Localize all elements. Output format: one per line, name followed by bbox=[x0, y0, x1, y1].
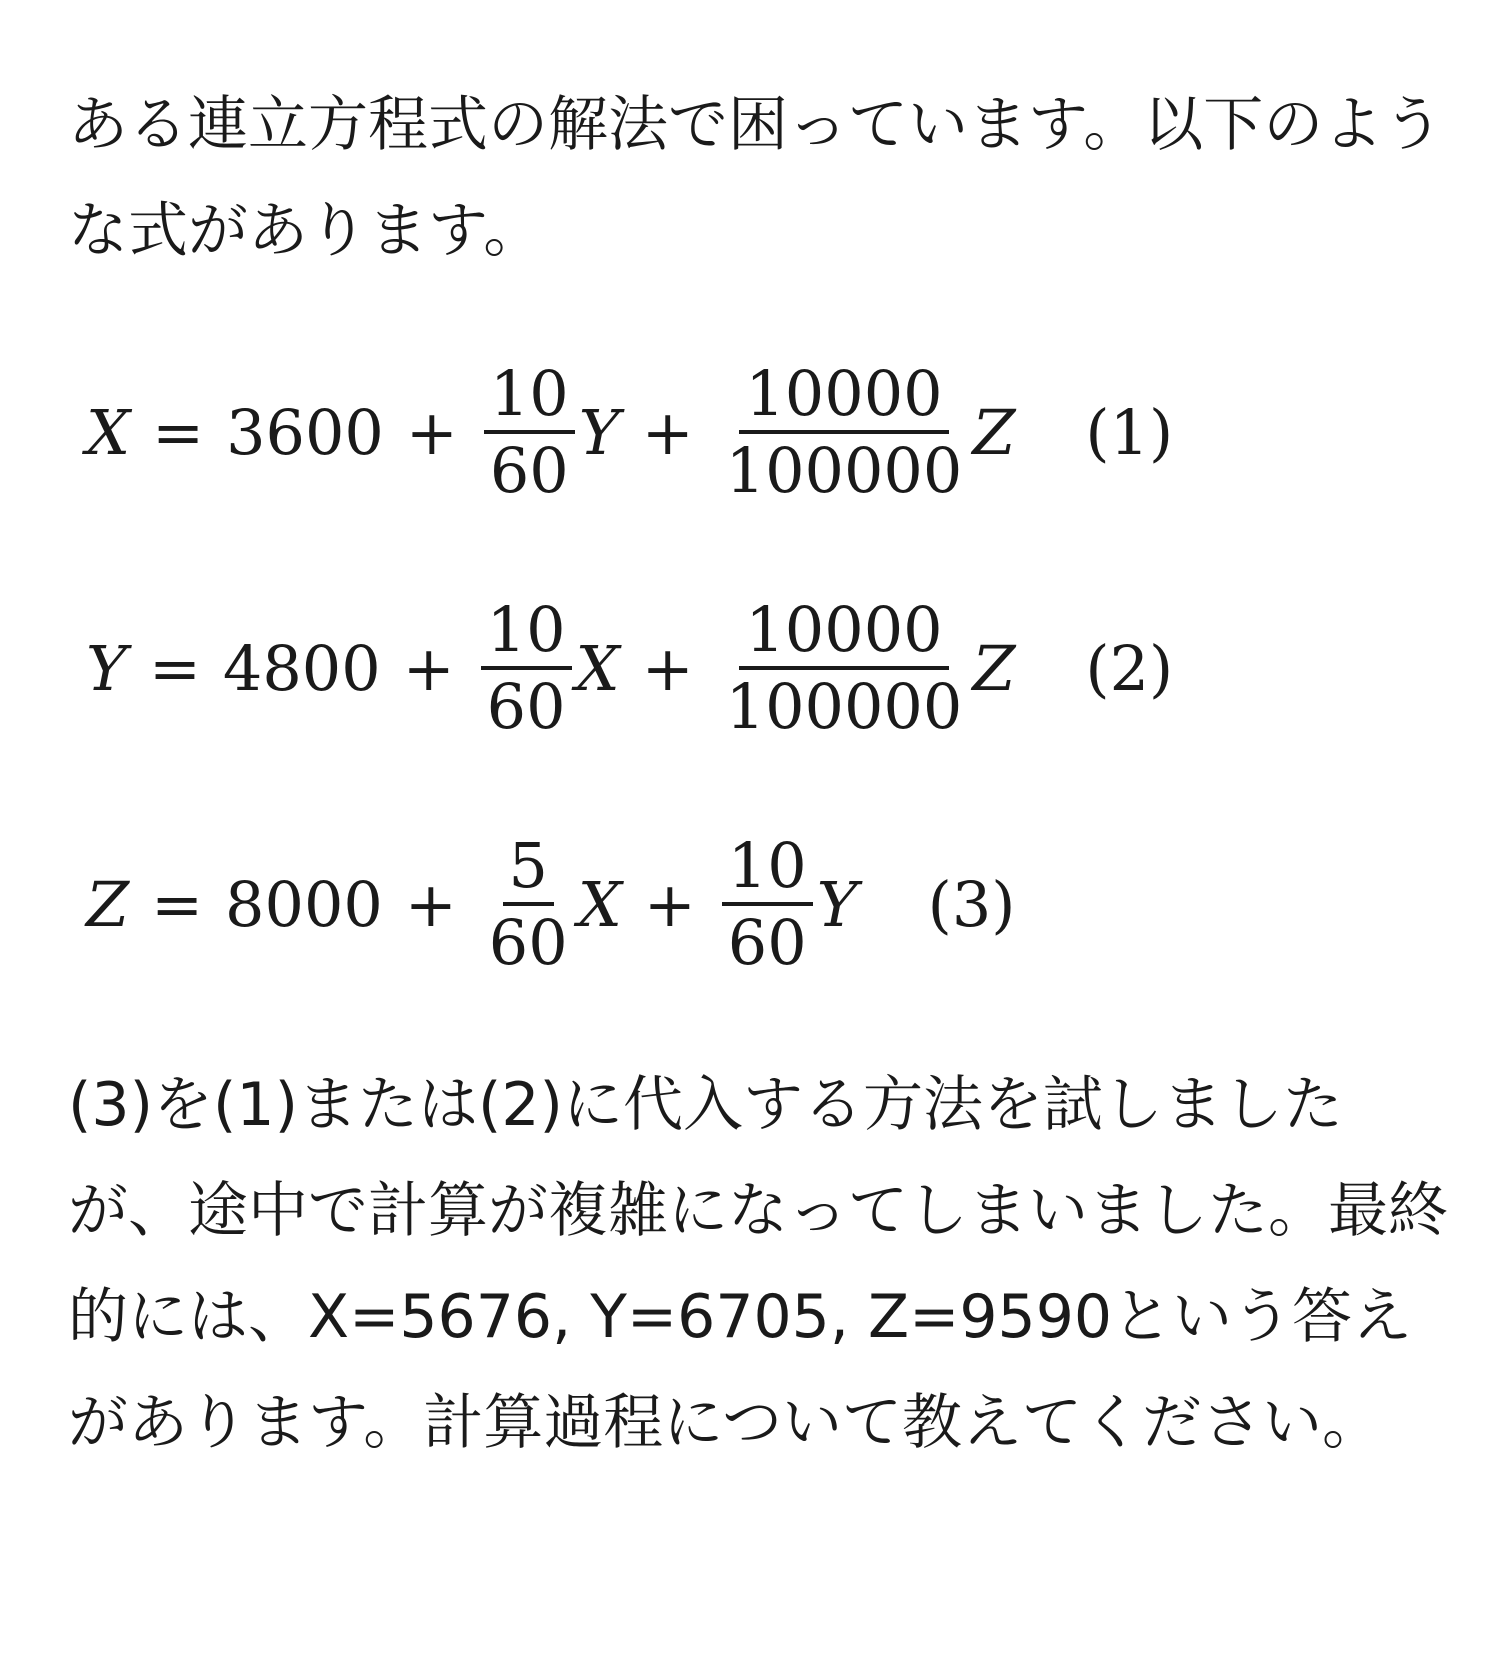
variable: X bbox=[577, 867, 622, 941]
equation-3 bbox=[68, 786, 1448, 1022]
variable: Z bbox=[972, 631, 1016, 705]
variable: X bbox=[575, 631, 620, 705]
equation-1 bbox=[68, 314, 1448, 550]
equation-2 bbox=[68, 550, 1448, 786]
equation-tag: (2) bbox=[1085, 631, 1174, 705]
plus-sign: + bbox=[643, 867, 696, 941]
fraction bbox=[483, 828, 574, 979]
plus-sign: + bbox=[402, 631, 455, 705]
numerator: 5 bbox=[503, 833, 554, 906]
variable: Y bbox=[816, 867, 858, 941]
numerator: 10000 bbox=[739, 597, 948, 670]
plus-sign: + bbox=[641, 395, 694, 469]
fraction bbox=[484, 356, 575, 507]
fraction bbox=[722, 828, 813, 979]
equation-list bbox=[68, 314, 1448, 1022]
numerator: 10 bbox=[722, 833, 813, 906]
fraction bbox=[720, 592, 969, 743]
denominator: 100000 bbox=[725, 434, 963, 507]
equals-sign: = bbox=[148, 631, 201, 705]
denominator: 60 bbox=[486, 670, 566, 743]
variable: Z bbox=[972, 395, 1016, 469]
fraction bbox=[481, 592, 572, 743]
constant: 4800 bbox=[222, 631, 381, 705]
equals-sign: = bbox=[152, 395, 205, 469]
equals-sign: = bbox=[151, 867, 204, 941]
denominator: 60 bbox=[489, 434, 569, 507]
numerator: 10 bbox=[484, 361, 575, 434]
equation-lhs: Y bbox=[86, 631, 127, 705]
fraction bbox=[720, 356, 969, 507]
plus-sign: + bbox=[404, 867, 457, 941]
variable: Y bbox=[578, 395, 620, 469]
denominator: 60 bbox=[727, 906, 807, 979]
constant: 3600 bbox=[226, 395, 384, 469]
equation-tag: (3) bbox=[927, 867, 1016, 941]
denominator: 60 bbox=[488, 906, 568, 979]
numerator: 10000 bbox=[739, 361, 948, 434]
intro-text: ある連立方程式の解法で困っています。以下のような式があります。 bbox=[68, 90, 1444, 266]
plus-sign: + bbox=[405, 395, 458, 469]
equation-lhs: Z bbox=[86, 867, 130, 941]
denominator: 100000 bbox=[725, 670, 963, 743]
plus-sign: + bbox=[641, 631, 694, 705]
numerator: 10 bbox=[481, 597, 572, 670]
equation-lhs: X bbox=[86, 395, 131, 469]
body-text: (3)を(1)または(2)に代入する方法を試しましたが、途中で計算が複雑になってしまいました。最終的には、X=5676, Y=6705, Z=9590という答えがあります。計算過程について教えてください。 bbox=[68, 1070, 1448, 1458]
equation-tag: (1) bbox=[1085, 395, 1174, 469]
question-content bbox=[68, 72, 1448, 1476]
constant: 8000 bbox=[225, 867, 383, 941]
